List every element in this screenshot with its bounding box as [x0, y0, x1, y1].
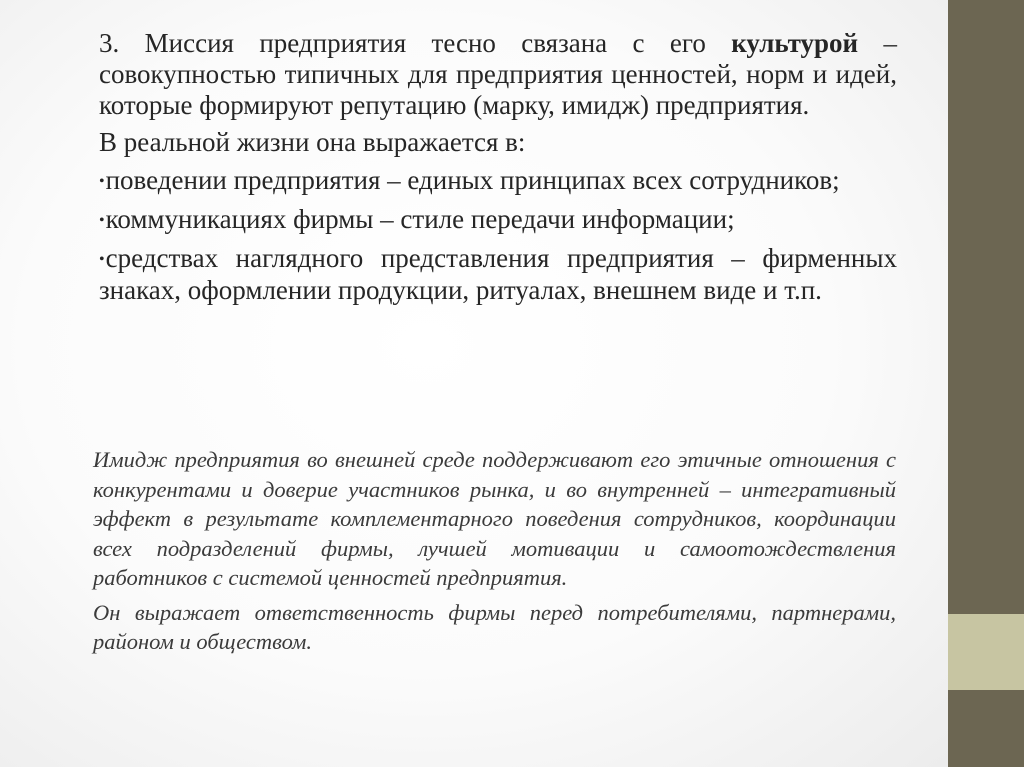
- mission-text-prefix: 3. Миссия предприятия тесно связана с его: [99, 28, 732, 58]
- side-decor-accent: [948, 614, 1024, 690]
- intro-line: В реальной жизни она выражается в:: [99, 127, 526, 157]
- bullet-item-visual-means: [99, 243, 897, 306]
- bullet-text: поведении предприятия – единых принципах всех сотрудников;: [105, 165, 840, 195]
- bullet-item-communications: [99, 204, 897, 236]
- bullet-text: коммуникациях фирмы – стиле передачи информации;: [105, 204, 735, 234]
- image-paragraph: Имидж предприятия во внешней среде поддерживают его этичные отношения с конкурентами и доверие участников рынка, и во внутренней – интегративный эффект в результате комплементарного поведения сотрудников, координации всех подразделений фирмы, лучшей мотивации и самоотождествления работников с системой ценностей предприятия.: [93, 447, 896, 590]
- bullet-icon: •: [99, 251, 105, 268]
- bullet-icon: •: [99, 173, 105, 190]
- mission-paragraph: [99, 28, 897, 121]
- bullet-icon: •: [99, 212, 105, 229]
- main-content: [99, 28, 897, 313]
- bullet-text: средствах наглядного представления предприятия – фирменных знаках, оформлении продукции, ритуалах, внешнем виде и т.п.: [99, 243, 897, 305]
- responsibility-paragraph: Он выражает ответственность фирмы перед потребителями, партнерами, районом и обществом.: [93, 599, 896, 654]
- mission-bold-term: культурой: [731, 28, 859, 58]
- bullet-item-behavior: [99, 165, 897, 197]
- italic-notes: [93, 445, 896, 662]
- mission-text-suffix: – совокупностью типичных для предприятия ценностей, норм и идей, которые формируют репутацию (марку, имидж) предприятия.: [99, 28, 897, 120]
